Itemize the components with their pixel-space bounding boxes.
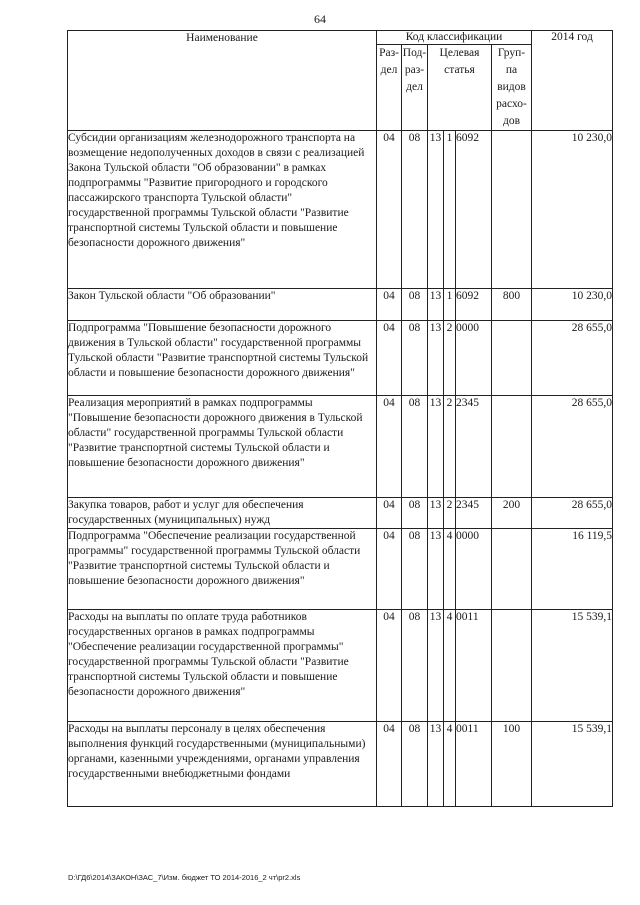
row-amount-2014: 28 655,0 bbox=[532, 321, 613, 396]
header-target-article: Целевая статья bbox=[428, 45, 492, 131]
table-row bbox=[68, 321, 613, 396]
row-target-direction: 6092 bbox=[456, 131, 492, 289]
row-name: Подпрограмма "Повышение безопасности дорожного движения в Тульской области" государственной программы Тульской области "Развитие транспортной системы Тульской области и повышение безопасности дорожного движения" bbox=[68, 321, 377, 396]
row-target-program: 13 bbox=[428, 321, 444, 396]
row-expense-type bbox=[492, 610, 532, 722]
row-name: Подпрограмма "Обеспечение реализации государственной программы" государственной программы Тульской области "Развитие транспортной системы Тульской области и повышение безопасности дорожного движения" bbox=[68, 529, 377, 610]
row-podrazdel: 08 bbox=[402, 396, 428, 498]
row-target-subprogram: 2 bbox=[444, 321, 456, 396]
table-row bbox=[68, 610, 613, 722]
table-row bbox=[68, 289, 613, 321]
row-podrazdel: 08 bbox=[402, 498, 428, 529]
row-target-direction: 2345 bbox=[456, 498, 492, 529]
row-podrazdel: 08 bbox=[402, 289, 428, 321]
row-expense-type: 800 bbox=[492, 289, 532, 321]
row-target-direction: 6092 bbox=[456, 289, 492, 321]
row-razdel: 04 bbox=[377, 289, 402, 321]
row-amount-2014: 10 230,0 bbox=[532, 289, 613, 321]
header-name: Наименование bbox=[68, 31, 377, 131]
table-row bbox=[68, 529, 613, 610]
row-expense-type: 100 bbox=[492, 722, 532, 807]
header-podrazdel: Под- раз- дел bbox=[402, 45, 428, 131]
row-target-subprogram: 4 bbox=[444, 529, 456, 610]
row-name: Реализация мероприятий в рамках подпрограммы "Повышение безопасности дорожного движения в Тульской области" государственной программы Тульской области "Развитие транспортной системы Тульской области и повышение безопасности дорожного движения" bbox=[68, 396, 377, 498]
table-row bbox=[68, 498, 613, 529]
row-target-subprogram: 1 bbox=[444, 289, 456, 321]
row-podrazdel: 08 bbox=[402, 131, 428, 289]
row-target-direction: 0011 bbox=[456, 610, 492, 722]
row-podrazdel: 08 bbox=[402, 722, 428, 807]
table-row bbox=[68, 722, 613, 807]
row-target-program: 13 bbox=[428, 610, 444, 722]
row-name: Расходы на выплаты по оплате труда работников государственных органов в рамках подпрограммы "Обеспечение реализации государственной программы" государственной программы Тульской области "Развитие транспортной системы Тульской области и повышение безопасности дорожного движения" bbox=[68, 610, 377, 722]
row-expense-type bbox=[492, 529, 532, 610]
row-target-subprogram: 2 bbox=[444, 498, 456, 529]
row-amount-2014: 10 230,0 bbox=[532, 131, 613, 289]
row-amount-2014: 28 655,0 bbox=[532, 396, 613, 498]
row-podrazdel: 08 bbox=[402, 321, 428, 396]
row-expense-type bbox=[492, 131, 532, 289]
row-target-direction: 0011 bbox=[456, 722, 492, 807]
row-target-subprogram: 4 bbox=[444, 722, 456, 807]
row-amount-2014: 28 655,0 bbox=[532, 498, 613, 529]
row-target-program: 13 bbox=[428, 529, 444, 610]
row-target-direction: 2345 bbox=[456, 396, 492, 498]
row-razdel: 04 bbox=[377, 131, 402, 289]
row-podrazdel: 08 bbox=[402, 529, 428, 610]
row-razdel: 04 bbox=[377, 722, 402, 807]
header-expense-type-group: Груп- па видов расхо- дов bbox=[492, 45, 532, 131]
row-podrazdel: 08 bbox=[402, 610, 428, 722]
row-expense-type bbox=[492, 396, 532, 498]
row-target-program: 13 bbox=[428, 131, 444, 289]
row-razdel: 04 bbox=[377, 498, 402, 529]
row-amount-2014: 15 539,1 bbox=[532, 610, 613, 722]
row-expense-type: 200 bbox=[492, 498, 532, 529]
budget-classification-table bbox=[67, 30, 613, 807]
row-target-program: 13 bbox=[428, 289, 444, 321]
row-target-subprogram: 2 bbox=[444, 396, 456, 498]
table-row bbox=[68, 131, 613, 289]
row-expense-type bbox=[492, 321, 532, 396]
header-year-2014: 2014 год bbox=[532, 31, 613, 131]
file-path-footer: D:\ГД6\2014\ЗАКОН\ЗАС_7\Изм. бюджет ТО 2014-2016_2 чт\pr2.xls bbox=[68, 873, 301, 882]
row-name: Закон Тульской области "Об образовании" bbox=[68, 289, 377, 321]
row-target-program: 13 bbox=[428, 396, 444, 498]
page-number: 64 bbox=[314, 12, 326, 26]
row-target-subprogram: 1 bbox=[444, 131, 456, 289]
row-razdel: 04 bbox=[377, 610, 402, 722]
row-razdel: 04 bbox=[377, 321, 402, 396]
header-classification-code: Код классификации bbox=[377, 31, 532, 45]
row-target-program: 13 bbox=[428, 722, 444, 807]
row-target-direction: 0000 bbox=[456, 529, 492, 610]
row-amount-2014: 15 539,1 bbox=[532, 722, 613, 807]
row-name: Субсидии организациям железнодорожного транспорта на возмещение недополученных доходов в связи с реализацией Закона Тульской области "Об образовании" в рамках подпрограммы "Развитие пригородного и городского пассажирского транспорта Тульской области" государственной программы Тульской области "Развитие транспортной системы Тульской области и повышение безопасности дорожного движения" bbox=[68, 131, 377, 289]
row-target-subprogram: 4 bbox=[444, 610, 456, 722]
row-amount-2014: 16 119,5 bbox=[532, 529, 613, 610]
header-razdel: Раз- дел bbox=[377, 45, 402, 131]
table-row bbox=[68, 396, 613, 498]
row-name: Закупка товаров, работ и услуг для обеспечения государственных (муниципальных) нужд bbox=[68, 498, 377, 529]
row-target-direction: 0000 bbox=[456, 321, 492, 396]
row-target-program: 13 bbox=[428, 498, 444, 529]
row-razdel: 04 bbox=[377, 396, 402, 498]
row-name: Расходы на выплаты персоналу в целях обеспечения выполнения функций государственными (муниципальными) органами, казенными учреждениями, органами управления государственными внебюджетными фондами bbox=[68, 722, 377, 807]
row-razdel: 04 bbox=[377, 529, 402, 610]
